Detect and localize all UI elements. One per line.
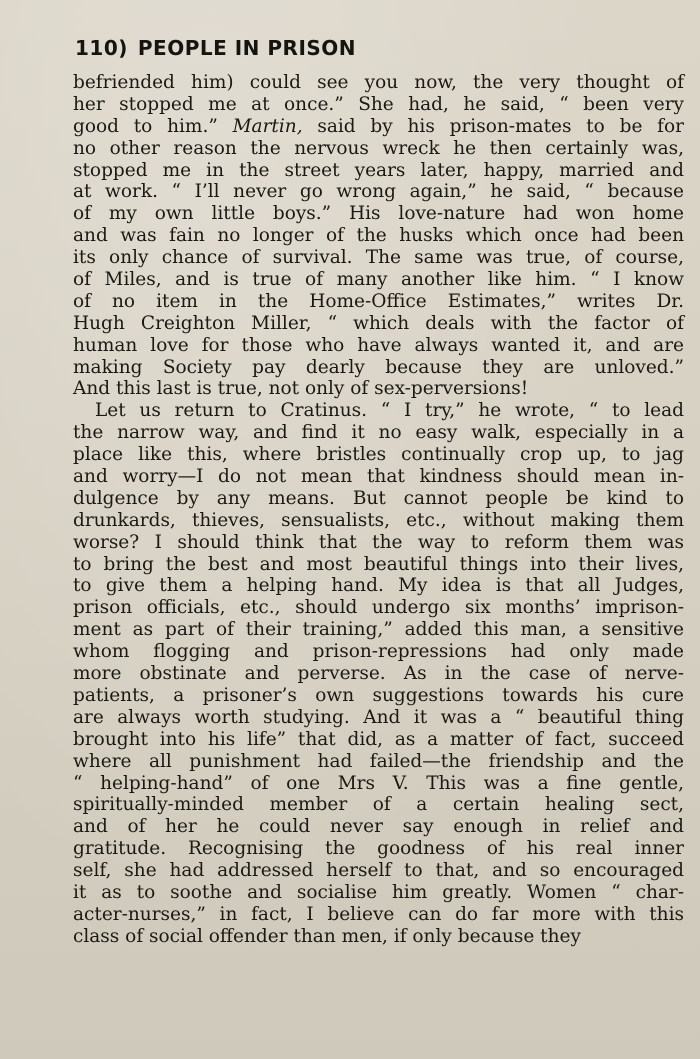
text-line: ment as part of their training,” added this man, a sensitive [73, 619, 684, 641]
italic-name: Martin, [232, 115, 303, 137]
text-line: spiritually-minded member of a certain healing sect, [73, 794, 684, 816]
text-line: more obstinate and perverse. As in the case of nerve- [73, 663, 684, 685]
text-line: stopped me in the street years later, happy, married and [73, 159, 684, 181]
text-line: “ helping-hand” of one Mrs V. This was a fine gentle, [73, 772, 684, 794]
text-line: and was fain no longer of the husks which once had been [73, 225, 684, 247]
text-line: Let us return to Cratinus. “ I try,” he wrote, “ to lead [95, 400, 684, 422]
text-line: acter-nurses,” in fact, I believe can do far more with this [73, 903, 684, 925]
text-line: human love for those who have always wanted it, and are [73, 334, 684, 356]
text-line: brought into his life” that did, as a matter of fact, succeed [73, 728, 684, 750]
text-line: it as to soothe and socialise him greatly. Women “ char- [73, 881, 684, 903]
text-line: place like this, where bristles continually crop up, to jag [73, 444, 684, 466]
text-line: And this last is true, not only of sex-perversions! [73, 378, 529, 400]
text-line: its only chance of survival. The same was true, of course, [73, 247, 684, 269]
text-line: befriended him) could see you now, the very thought of [73, 72, 684, 93]
text-line: and of her he could never say enough in relief and [73, 816, 684, 838]
text-line: making Society pay dearly because they are unloved.” [73, 356, 684, 378]
text-line: her stopped me at once.” She had, he said, “ been very [73, 93, 684, 115]
text-line: worse? I should think that the way to reform them was [73, 531, 684, 553]
text-line: of my own little boys.” His love-nature had won home [73, 203, 684, 225]
text-line: of Miles, and is true of many another like him. “ I know [73, 269, 684, 291]
text-line: and worry—I do not mean that kindness should mean in- [73, 466, 684, 488]
text-line: no other reason the nervous wreck he then certainly was, [73, 137, 684, 159]
text-line: to bring the best and most beautiful things into their lives, [73, 553, 684, 575]
text-line: the narrow way, and find it no easy walk, especially in a [73, 422, 684, 444]
chapter-title: PEOPLE IN PRISON [137, 36, 357, 60]
running-head [75, 36, 356, 60]
text-line: of no item in the Home-Office Estimates,” writes Dr. [73, 290, 684, 312]
text-line: drunkards, thieves, sensualists, etc., without making them [73, 509, 684, 531]
text-line: are always worth studying. And it was a “ beautiful thing [73, 706, 684, 728]
text-line: prison officials, etc., should undergo six months’ imprison- [73, 597, 684, 619]
text-line: where all punishment had failed—the friendship and the [73, 750, 684, 772]
body-text [73, 72, 684, 948]
text-line: good to him.” Martin, said by his prison-mates to be for [73, 115, 685, 137]
page-number: 110) [75, 36, 128, 60]
text-line: patients, a prisoner’s own suggestions towards his cure [73, 684, 684, 706]
text-line: gratitude. Recognising the goodness of his real inner [73, 838, 684, 860]
text-line: whom flogging and prison-repressions had only made [73, 641, 684, 663]
text-line: to give them a helping hand. My idea is that all Judges, [73, 575, 684, 597]
text-line: self, she had addressed herself to that, and so encouraged [73, 860, 684, 882]
text-line: dulgence by any means. But cannot people be kind to [73, 487, 684, 509]
text-line: class of social offender than men, if only because they [73, 925, 581, 947]
text-line: Hugh Creighton Miller, “ which deals with the factor of [73, 312, 684, 334]
text-line: at work. “ I’ll never go wrong again,” he said, “ because [73, 181, 684, 203]
